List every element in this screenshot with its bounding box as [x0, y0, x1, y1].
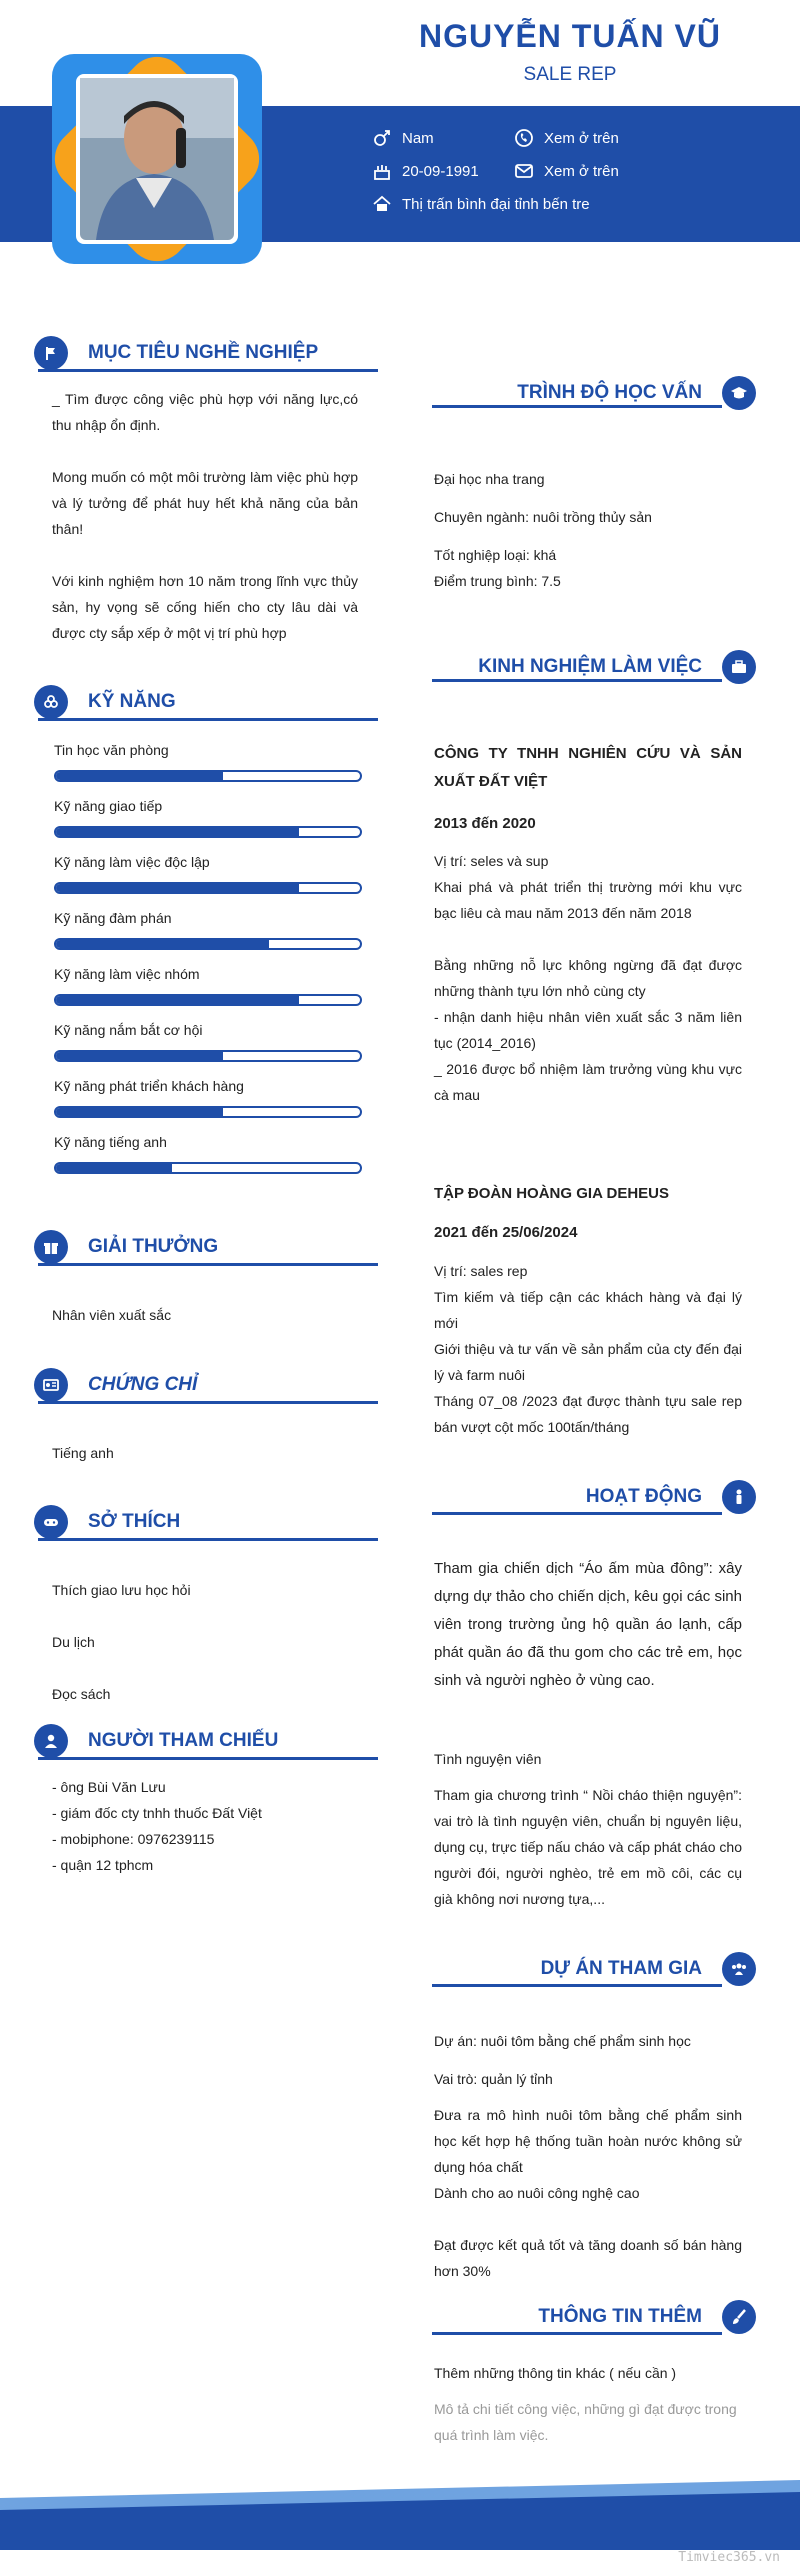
cert-item: Tiếng anh: [52, 1445, 114, 1461]
skill-label: Kỹ năng nắm bắt cơ hội: [54, 1022, 203, 1038]
hobby-item: Đọc sách: [52, 1686, 111, 1702]
reference-line: - ông Bùi Văn Lưu: [52, 1779, 166, 1795]
dob-info: [372, 161, 479, 181]
flag-icon: [34, 336, 68, 370]
activity-p2: Tham gia chương trình “ Nồi cháo thiện nguyện”: vai trò là tình nguyện viên, chuẩn bị nguyên liệu, dụng cụ, trực tiếp nấu cháo và cấp phát cháo cho người đói, người nghèo, trẻ em mồ côi, các cụ già không nơi nương tựa,...: [434, 1787, 742, 1907]
projects-divider: [432, 1984, 722, 1987]
hobby-item: Thích giao lưu học hỏi: [52, 1582, 191, 1598]
profile-photo-frame: [26, 28, 288, 290]
objective-section-title: MỤC TIÊU NGHỀ NGHIỆP: [34, 336, 318, 370]
address-info: [372, 194, 590, 214]
skill-level-bar: [54, 1162, 362, 1174]
person-icon: [722, 1480, 756, 1514]
job-description: Vị trí: seles và sup Khai phá và phát triển thị trường mới khu vực bạc liêu cà mau năm 2013 đến năm 2018: [434, 853, 742, 921]
more-line: Thêm những thông tin khác ( nếu cần ): [434, 2365, 677, 2381]
skill-level-fill: [56, 1052, 223, 1060]
education-major: Chuyên ngành: nuôi trồng thủy sản: [434, 509, 652, 525]
skill-level-bar: [54, 882, 362, 894]
skill-level-fill: [56, 1108, 223, 1116]
skill-level-fill: [56, 884, 299, 892]
group-icon: [722, 1952, 756, 1986]
skill-level-fill: [56, 996, 299, 1004]
gift-icon: [34, 1230, 68, 1264]
experience-section-title: KINH NGHIỆM LÀM VIỆC: [432, 650, 756, 684]
gender-icon: [372, 128, 392, 148]
job-period: 2013 đến 2020: [434, 815, 536, 832]
email-icon: [514, 161, 534, 181]
gender-info: [372, 128, 434, 148]
skill-level-bar: [54, 770, 362, 782]
project-result: Đạt được kết quả tốt và tăng doanh số bán hàng hơn 30%: [434, 2237, 742, 2279]
reference-line: - giám đốc cty tnhh thuốc Đất Việt: [52, 1805, 262, 1821]
more-placeholder: Mô tả chi tiết công việc, những gì đạt được trong quá trình làm việc.: [434, 2401, 737, 2443]
skill-level-bar: [54, 826, 362, 838]
skills-divider: [38, 718, 378, 721]
more-section-title: THÔNG TIN THÊM: [432, 2300, 756, 2334]
skill-label: Kỹ năng làm việc độc lập: [54, 854, 210, 870]
skill-level-bar: [54, 938, 362, 950]
activities-divider: [432, 1512, 722, 1515]
more-divider: [432, 2332, 722, 2335]
education-grade: Tốt nghiệp loại: khá: [434, 547, 557, 563]
candidate-role: SALE REP: [523, 64, 617, 85]
job-period: 2021 đến 25/06/2024: [434, 1224, 578, 1241]
hobby-item: Du lịch: [52, 1634, 95, 1650]
home-icon: [372, 194, 392, 214]
watermark: Timviec365.vn: [678, 2550, 780, 2565]
user-icon: [34, 1724, 68, 1758]
job-company: CÔNG TY TNHH NGHIÊN CỨU VÀ SẢN XUẤT ĐẤT VIỆT: [434, 745, 742, 790]
awards-section-title: GIẢI THƯỞNG: [34, 1230, 218, 1264]
reference-line: - quận 12 tphcm: [52, 1857, 154, 1873]
activities-section-title: HOẠT ĐỘNG: [432, 1480, 756, 1514]
activity-role: Tình nguyện viên: [434, 1751, 542, 1767]
certs-divider: [38, 1401, 378, 1404]
objective-p1: _ Tìm được công việc phù hợp với năng lực,có thu nhập ổn định.: [52, 391, 358, 433]
skill-label: Kỹ năng giao tiếp: [54, 798, 163, 814]
projects-section-title: DỰ ÁN THAM GIA: [432, 1952, 756, 1986]
candidate-name: NGUYỄN TUẤN VŨ: [418, 18, 721, 54]
award-item: Nhân viên xuất sắc: [52, 1307, 172, 1323]
skill-label: Kỹ năng tiếng anh: [54, 1134, 167, 1150]
hobbies-divider: [38, 1538, 378, 1541]
skills-icon: [34, 685, 68, 719]
activity-p1: Tham gia chiến dịch “Áo ấm mùa đông”: xây dựng dự thảo cho chiến dịch, kêu gọi các sinh viên trong trường ủng hộ quần áo lạnh, cấp phát quần áo đã thu gom cho các trẻ em, học sinh và người nghèo ở vùng cao.: [434, 1560, 742, 1689]
email-value: Xem ở trên: [544, 162, 619, 180]
references-section-title: NGƯỜI THAM CHIẾU: [34, 1724, 278, 1758]
certs-section-title: CHỨNG CHỈ: [34, 1368, 197, 1402]
skill-label: Kỹ năng đàm phán: [54, 910, 172, 926]
job-achievements: Bằng những nỗ lực không ngừng đã đạt được những thành tựu lớn nhỏ cùng cty - nhận danh hiệu nhân viên xuất sắc 3 năm liên tục (2014_2016) _ 2016 được bổ nhiệm làm trưởng vùng khu vực cà mau: [434, 957, 742, 1103]
education-divider: [432, 405, 722, 408]
reference-line: - mobiphone: 0976239115: [52, 1831, 215, 1847]
experience-divider: [432, 679, 722, 682]
dob-value: 20-09-1991: [402, 162, 479, 180]
gamepad-icon: [34, 1505, 68, 1539]
phone-value: Xem ở trên: [544, 129, 619, 147]
project-description: Đưa ra mô hình nuôi tôm bằng chế phẩm sinh học kết hợp hệ thống tuần hoàn nước không sử dụng hóa chất Dành cho ao nuôi công nghệ cao: [434, 2107, 742, 2201]
education-gpa: Điểm trung bình: 7.5: [434, 573, 561, 589]
skill-label: Kỹ năng làm việc nhóm: [54, 966, 200, 982]
project-role: Vai trò: quản lý tỉnh: [434, 2071, 553, 2087]
skill-level-fill: [56, 1164, 172, 1172]
briefcase-icon: [722, 650, 756, 684]
education-section-title: TRÌNH ĐỘ HỌC VẤN: [432, 376, 756, 410]
objective-divider: [38, 369, 378, 372]
hobbies-section-title: SỞ THÍCH: [34, 1505, 180, 1539]
certificate-icon: [34, 1368, 68, 1402]
project-name: Dự án: nuôi tôm bằng chế phẩm sinh học: [434, 2033, 691, 2049]
skill-level-fill: [56, 940, 269, 948]
phone-info: [514, 128, 619, 148]
job-company: TẬP ĐOÀN HOÀNG GIA DEHEUS: [434, 1185, 670, 1202]
skill-level-fill: [56, 772, 223, 780]
objective-p2: Mong muốn có một môi trường làm việc phù hợp và lý tưởng để phát huy hết khả năng của bản thân!: [52, 469, 358, 537]
footer-decoration: [0, 2480, 800, 2550]
skill-level-bar: [54, 1050, 362, 1062]
gender-value: Nam: [402, 129, 434, 147]
graduation-cap-icon: [722, 376, 756, 410]
phone-icon: [514, 128, 534, 148]
skill-level-bar: [54, 1106, 362, 1118]
skill-label: Tin học văn phòng: [54, 742, 169, 758]
references-divider: [38, 1757, 378, 1760]
brush-icon: [722, 2300, 756, 2334]
birthday-cake-icon: [372, 161, 392, 181]
skills-section-title: KỸ NĂNG: [34, 685, 176, 719]
awards-divider: [38, 1263, 378, 1266]
avatar: [76, 74, 238, 244]
skill-level-bar: [54, 994, 362, 1006]
skill-level-fill: [56, 828, 299, 836]
education-school: Đại học nha trang: [434, 471, 545, 487]
job-description: Vị trí: sales rep Tìm kiếm và tiếp cận các khách hàng và đại lý mới Giới thiệu và tư vấn về sản phẩm của cty đến đại lý và farm nuôi Tháng 07_08 /2023 đạt được thành tựu sale rep bán vượt cột mốc 100tấn/tháng: [434, 1263, 742, 1435]
objective-p3: Với kinh nghiệm hơn 10 năm trong lĩnh vực thủy sản, hy vọng sẽ cống hiến cho cty lâu dài và được cty sắp xếp ở một vị trí phù hợp: [52, 573, 358, 641]
address-value: Thị trấn bình đại tỉnh bến tre: [402, 195, 590, 213]
skill-label: Kỹ năng phát triển khách hàng: [54, 1078, 244, 1094]
email-info: [514, 161, 619, 181]
